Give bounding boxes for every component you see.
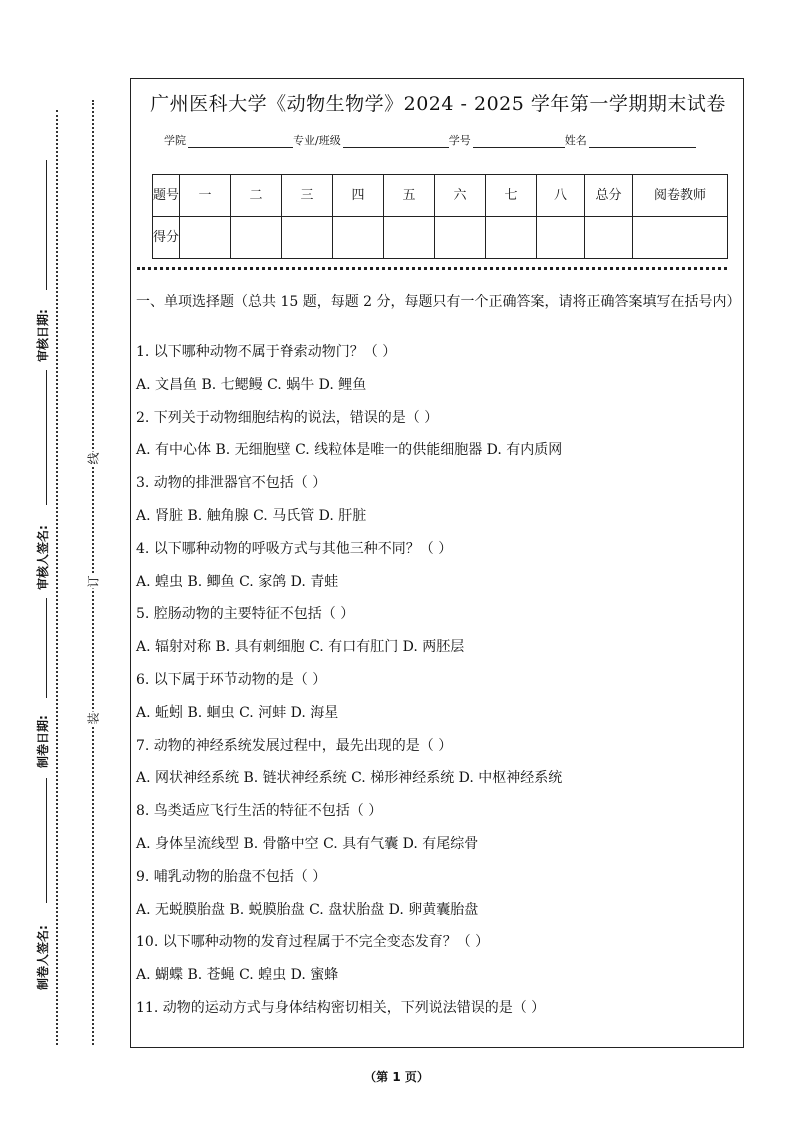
question-options: A. 肾脏 B. 触角腺 C. 马氏管 D. 肝脏 (136, 507, 367, 524)
score-header-cell: 七 (486, 175, 537, 217)
question-options: A. 网状神经系统 B. 链状神经系统 C. 梯形神经系统 D. 中枢神经系统 (136, 770, 563, 787)
question-text: 5. 腔肠动物的主要特征不包括（ ） (136, 606, 355, 623)
question-text: 6. 以下属于环节动物的是（ ） (136, 671, 327, 688)
college-label: 学院 (164, 134, 186, 147)
score-header-cell: 六 (435, 175, 486, 217)
score-header-cell: 五 (384, 175, 435, 217)
score-header-cell: 阅卷教师 (633, 175, 728, 217)
reviewer-date-line (46, 160, 47, 290)
binding-mark-line: 线 (86, 452, 101, 465)
name-field[interactable] (589, 135, 696, 148)
college-field[interactable] (188, 135, 293, 148)
score-cell[interactable] (231, 217, 282, 259)
binding-dotted-line (92, 100, 94, 1045)
question-text: 11. 动物的运动方式与身体结构密切相关，下列说法错误的是（ ） (136, 999, 546, 1016)
score-cell[interactable] (486, 217, 537, 259)
score-cell[interactable] (333, 217, 384, 259)
score-header-cell: 题号 (153, 175, 180, 217)
score-table-header-row (153, 175, 728, 217)
score-header-cell: 总分 (585, 175, 633, 217)
question-text: 10. 以下哪种动物的发育过程属于不完全变态发育？（ ） (136, 934, 490, 951)
score-header-cell: 一 (180, 175, 231, 217)
score-cell[interactable] (282, 217, 333, 259)
major-class-label: 专业/班级 (293, 134, 341, 147)
maker-date-label: 制卷日期: (36, 715, 50, 768)
question-options: A. 辐射对称 B. 具有刺细胞 C. 有口有肛门 D. 两胚层 (136, 639, 465, 656)
question-options: A. 文昌鱼 B. 七鳃鳗 C. 蜗牛 D. 鲤鱼 (136, 376, 367, 393)
question-options: A. 蚯蚓 B. 蛔虫 C. 河蚌 D. 海星 (136, 704, 339, 721)
reviewer-sign-line (46, 370, 47, 505)
outer-dotted-line (56, 110, 58, 1045)
question-text: 1. 以下哪种动物不属于脊索动物门？（ ） (136, 344, 397, 360)
score-header-cell: 八 (537, 175, 585, 217)
score-table-score-row (153, 217, 728, 259)
student-id-field[interactable] (473, 135, 565, 148)
question-list (136, 341, 736, 1030)
score-cell[interactable] (633, 217, 728, 259)
question-text: 8. 鸟类适应飞行生活的特征不包括（ ） (136, 803, 383, 820)
student-id-label: 学号 (448, 134, 471, 147)
question-options: A. 身体呈流线型 B. 骨骼中空 C. 具有气囊 D. 有尾综骨 (136, 835, 479, 852)
major-class-field[interactable] (343, 135, 449, 148)
question-options: A. 无蜕膜胎盘 B. 蜕膜胎盘 C. 盘状胎盘 D. 卵黄囊胎盘 (136, 901, 479, 918)
score-row-label: 得分 (153, 217, 180, 259)
question-text: 3. 动物的排泄器官不包括（ ） (136, 475, 327, 492)
question-options: A. 有中心体 B. 无细胞壁 C. 线粒体是唯一的供能细胞器 D. 有内质网 (136, 442, 563, 459)
header-divider (137, 267, 727, 270)
maker-sign-line (46, 778, 47, 903)
exam-title: 广州医科大学《动物生物学》2024 - 2025 学年第一学期期末试卷 (150, 93, 726, 115)
score-cell[interactable] (384, 217, 435, 259)
reviewer-sign-label: 审核人签名: (36, 525, 50, 590)
score-header-cell: 二 (231, 175, 282, 217)
question-text: 2. 下列关于动物细胞结构的说法，错误的是（ ） (136, 409, 439, 426)
score-cell[interactable] (435, 217, 486, 259)
score-header-cell: 三 (282, 175, 333, 217)
score-header-cell: 四 (333, 175, 384, 217)
maker-sign-label: 制卷人签名: (36, 925, 50, 990)
binding-mark-bind: 订 (86, 575, 101, 588)
score-cell[interactable] (585, 217, 633, 259)
score-cell[interactable] (180, 217, 231, 259)
reviewer-date-label: 审核日期: (36, 309, 50, 362)
question-options: A. 蝴蝶 B. 苍蝇 C. 蝗虫 D. 蜜蜂 (136, 967, 339, 984)
exam-frame (130, 78, 744, 1048)
maker-date-line (46, 598, 47, 698)
page-number: （第 1 页） (364, 1070, 429, 1084)
question-options: A. 蝗虫 B. 鲫鱼 C. 家鸽 D. 青蛙 (136, 573, 339, 590)
question-text: 4. 以下哪种动物的呼吸方式与其他三种不同？（ ） (136, 540, 453, 557)
binding-mark-install: 装 (86, 712, 101, 725)
question-text: 9. 哺乳动物的胎盘不包括（ ） (136, 868, 327, 885)
student-info-row (164, 132, 696, 148)
question-text: 7. 动物的神经系统发展过程中，最先出现的是（ ） (136, 737, 453, 754)
score-table (152, 174, 728, 259)
name-label: 姓名 (564, 134, 587, 147)
section-1-heading: 一、单项选择题（总共 15 题，每题 2 分，每题只有一个正确答案，请将正确答案填写在括号内） (136, 294, 741, 310)
score-cell[interactable] (537, 217, 585, 259)
